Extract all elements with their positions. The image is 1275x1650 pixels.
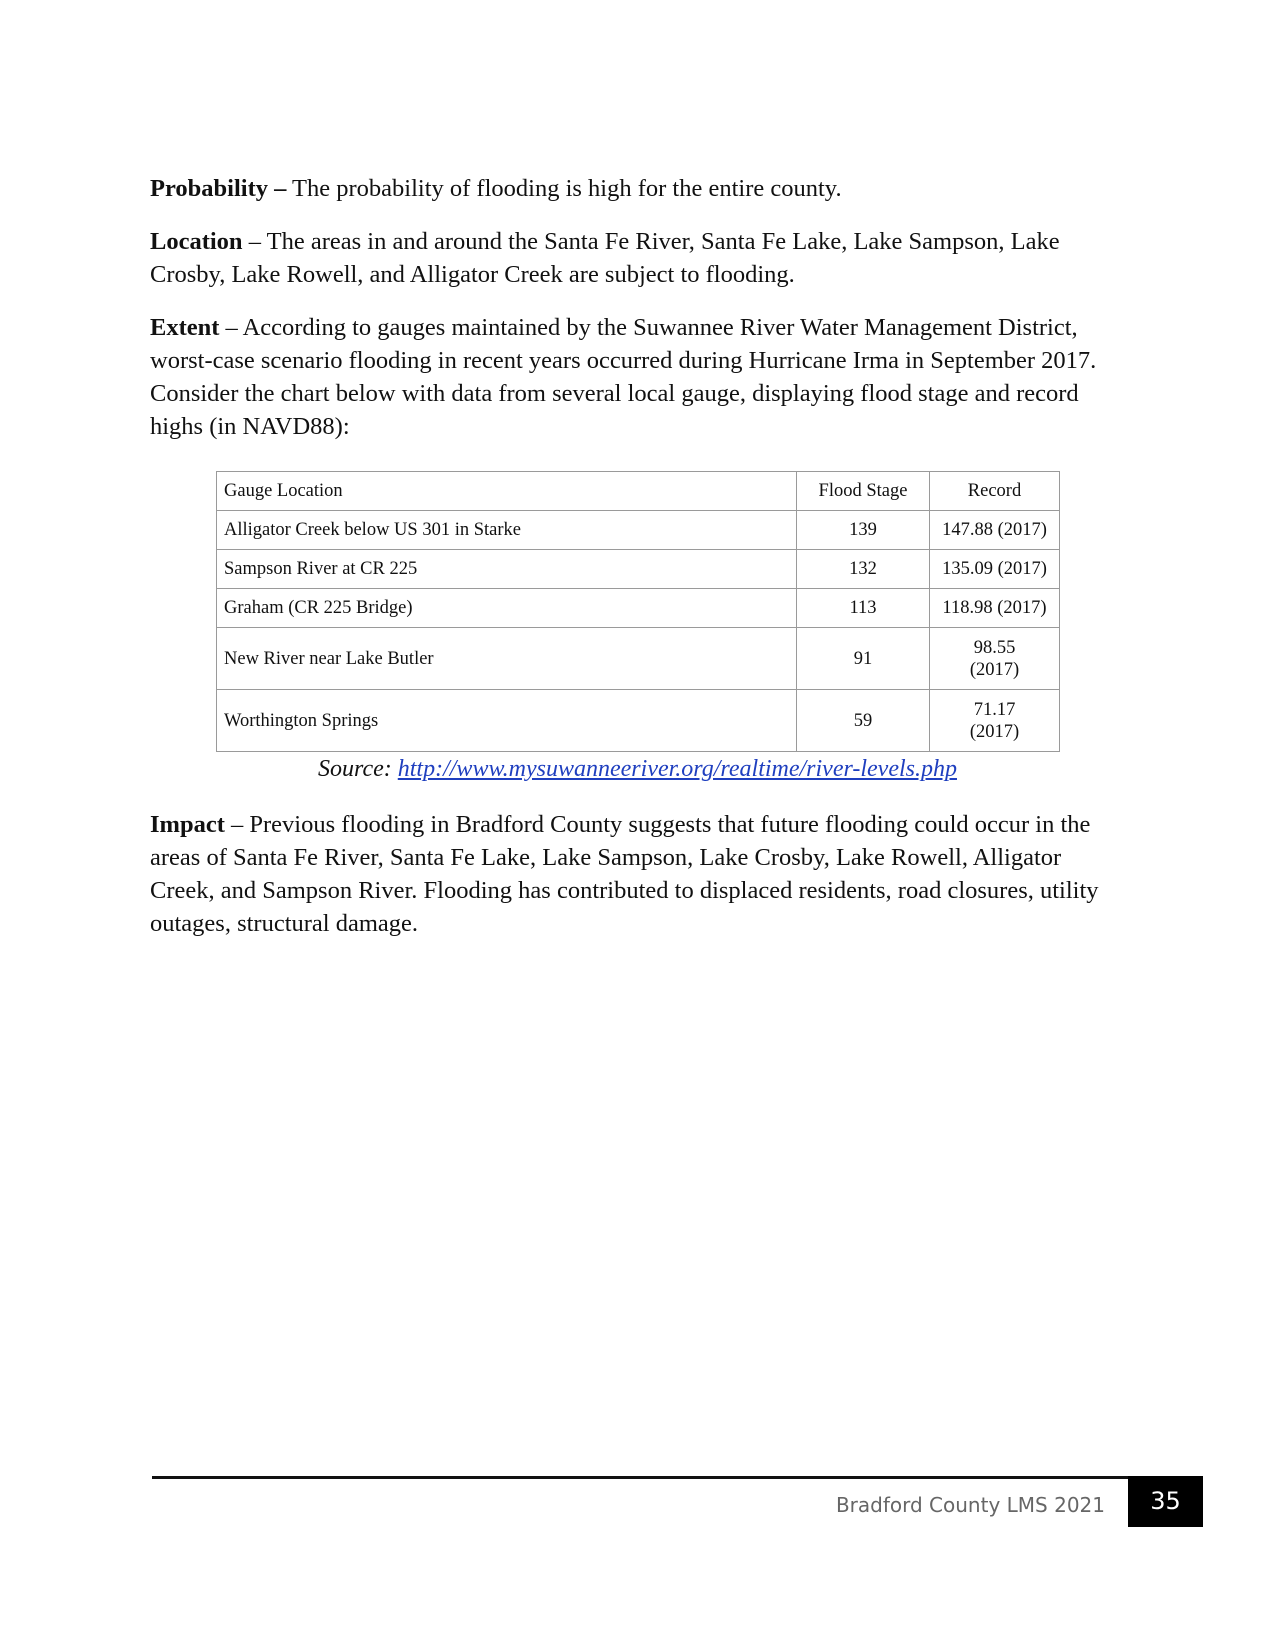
- location-text: – The areas in and around the Santa Fe River, Santa Fe Lake, Lake Sampson, Lake Crosby, Lake Rowell, and Alligator Creek are subject to flooding.: [150, 228, 1060, 288]
- location-paragraph: [150, 225, 1130, 291]
- table-row: [217, 690, 1060, 752]
- flood-stage-cell: 132: [797, 550, 930, 589]
- record-value: 71.17: [973, 699, 1016, 720]
- impact-text: – Previous flooding in Bradford County suggests that future flooding could occur in the areas of Santa Fe River, Santa Fe Lake, Lake Sampson, Lake Crosby, Lake Rowell, Alligator Creek, and Sampson River. Flooding has contributed to displaced residents, road closures, utility outages, structural damage.: [150, 811, 1099, 937]
- flood-stage-cell: 113: [797, 589, 930, 628]
- extent-paragraph: [150, 311, 1130, 443]
- header-flood-stage: Flood Stage: [797, 472, 930, 511]
- location-term: Location: [150, 228, 243, 255]
- record-cell: [930, 690, 1060, 752]
- record-cell: [930, 628, 1060, 690]
- table-header-row: [217, 472, 1060, 511]
- extent-term: Extent: [150, 314, 220, 341]
- source-link[interactable]: http://www.mysuwanneeriver.org/realtime/river-levels.php: [397, 756, 957, 782]
- header-gauge-location: Gauge Location: [217, 472, 797, 511]
- flood-stage-cell: 59: [797, 690, 930, 752]
- record-cell: 135.09 (2017): [930, 550, 1060, 589]
- record-year: (2017): [969, 721, 1020, 742]
- record-value: 98.55: [973, 637, 1016, 658]
- gauge-location-cell: New River near Lake Butler: [217, 628, 797, 690]
- record-year: (2017): [969, 659, 1020, 680]
- gauge-location-cell: Graham (CR 225 Bridge): [217, 589, 797, 628]
- body-content: [150, 172, 1130, 463]
- record-cell: 147.88 (2017): [930, 511, 1060, 550]
- gauge-table: [216, 471, 1060, 752]
- gauge-location-cell: Alligator Creek below US 301 in Starke: [217, 511, 797, 550]
- probability-paragraph: [150, 172, 1130, 205]
- flood-stage-cell: 139: [797, 511, 930, 550]
- header-record: Record: [930, 472, 1060, 511]
- footer-divider: [152, 1476, 1128, 1479]
- gauge-location-cell: Sampson River at CR 225: [217, 550, 797, 589]
- probability-text: The probability of flooding is high for the entire county.: [286, 175, 842, 202]
- table-row: [217, 628, 1060, 690]
- record-cell: 118.98 (2017): [930, 589, 1060, 628]
- table-row: [217, 511, 1060, 550]
- gauge-location-cell: Worthington Springs: [217, 690, 797, 752]
- table-row: [217, 550, 1060, 589]
- page-number: 35: [1128, 1476, 1203, 1527]
- flood-stage-cell: 91: [797, 628, 930, 690]
- table-row: [217, 589, 1060, 628]
- source-label: Source:: [318, 756, 398, 782]
- probability-term: Probability –: [150, 175, 287, 202]
- extent-text: – According to gauges maintained by the Suwannee River Water Management District, worst-case scenario flooding in recent years occurred during Hurricane Irma in September 2017. Consider the chart below with data from several local gauge, displaying flood stage and record highs (in NAVD88):: [150, 314, 1097, 440]
- impact-paragraph: [150, 808, 1130, 940]
- footer-doc-title: Bradford County LMS 2021: [835, 1493, 1105, 1517]
- table-source-caption: [0, 756, 1275, 783]
- impact-term: Impact: [150, 811, 225, 838]
- impact-section: [150, 808, 1130, 960]
